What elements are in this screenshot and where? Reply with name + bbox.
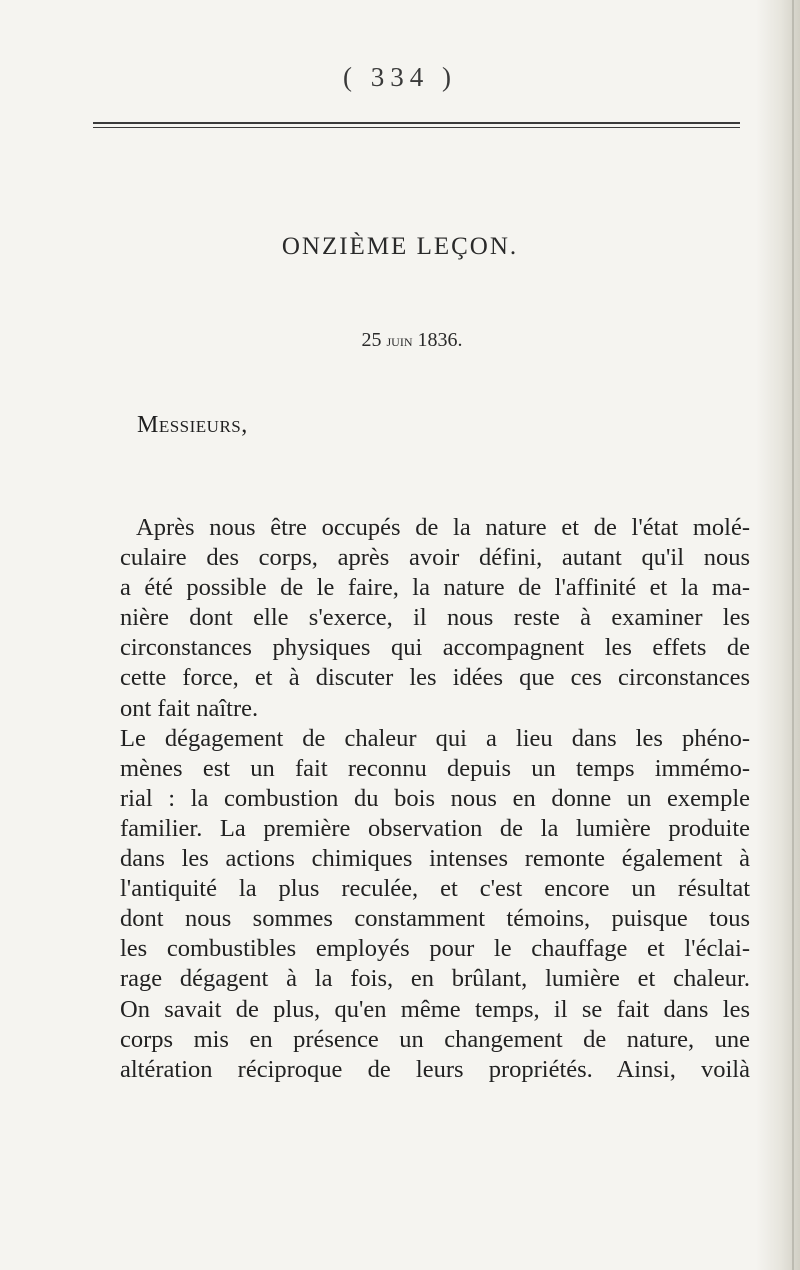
text-line: Après nous être occupés de la nature et de l'état molé-: [136, 514, 750, 541]
text-line: culaire des corps, après avoir défini, autant qu'il nous: [120, 544, 750, 572]
text-line: corps mis en présence un changement de nature, une: [120, 1025, 750, 1053]
page-edge-line: [792, 0, 794, 1270]
date-year: 1836.: [417, 329, 463, 351]
text-line: rage dégagent à la fois, en brûlant, lumière et chaleur.: [120, 965, 750, 993]
text-line: mènes est un fait reconnu depuis un temps immémo-: [120, 754, 750, 782]
text-line: On savait de plus, qu'en même temps, il se fait dans les: [120, 995, 750, 1023]
date-month: juin: [386, 331, 413, 350]
text-line: l'antiquité la plus reculée, et c'est encore un résultat: [120, 875, 750, 903]
text-line: ont fait naître.: [120, 694, 259, 722]
text-line: nière dont elle s'exerce, il nous reste à examiner les: [120, 604, 750, 632]
text-line: circonstances physiques qui accompagnent les effets de: [120, 634, 750, 662]
text-line: altération réciproque de leurs propriétés. Ainsi, voilà: [120, 1055, 750, 1083]
text-line: dans les actions chimiques intenses remonte également à: [120, 845, 750, 873]
text-line: Le dégagement de chaleur qui a lieu dans les phéno-: [120, 724, 750, 752]
header-rule-thick: [93, 122, 740, 124]
header-rule-thin: [93, 127, 740, 128]
chapter-title: ONZIÈME LEÇON.: [281, 233, 519, 260]
text-line: les combustibles employés pour le chauffage et l'éclai-: [120, 935, 750, 963]
date-day: 25: [361, 329, 382, 351]
text-line: a été possible de le faire, la nature de l'affinité et la ma-: [120, 574, 750, 602]
text-line: familier. La première observation de la lumière produite: [120, 814, 750, 842]
text-line: dont nous sommes constamment témoins, puisque tous: [120, 905, 750, 933]
lecture-date: [0, 329, 800, 352]
page-number: ( 334 ): [343, 62, 457, 92]
salutation: Messieurs,: [137, 412, 248, 438]
text-line: rial : la combustion du bois nous en donne un exemple: [120, 784, 750, 812]
body-paragraphs: [120, 513, 750, 1085]
text-line: cette force, et à discuter les idées que ces circonstances: [120, 664, 750, 692]
